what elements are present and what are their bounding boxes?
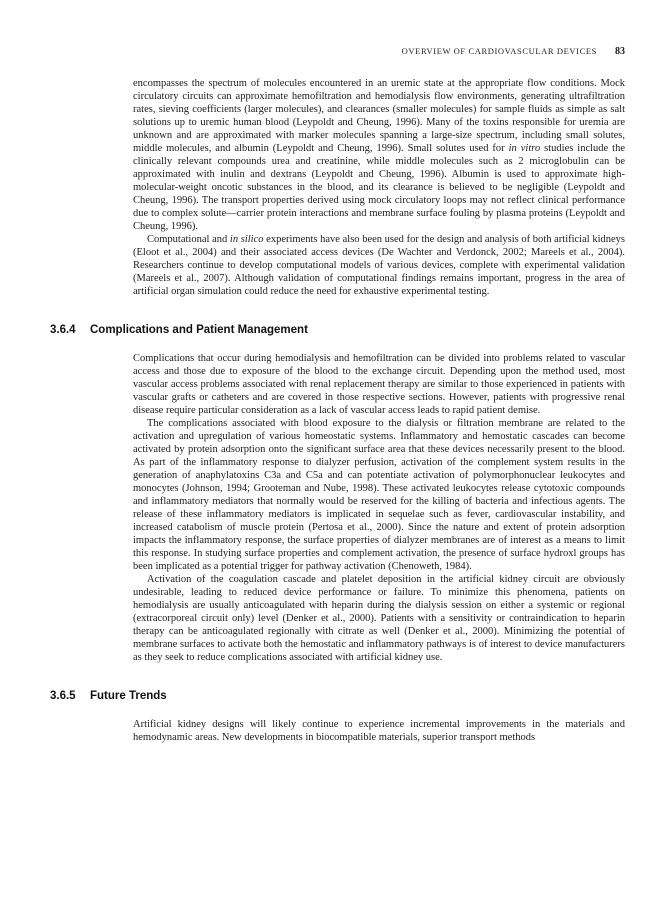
paragraph: Complications that occur during hemodialysis and hemofiltration can be divided into problems related to vascular access and those due to exposure of the blood to the exchange circuit. Depending upon the method used, most vascular access problems associated with renal replacement therapy are similar to those experienced in patients with vascular grafts or catheters and are covered in those respective sections. However, patients with progressive renal disease require particular consideration as a lack of vascular access leads to rapid patient demise. [133, 353, 625, 416]
page-body [50, 77, 626, 744]
paragraph: Artificial kidney designs will likely continue to experience incremental improvements in the materials and hemodynamic areas. New developments in biocompatible materials, superior transport methods [133, 719, 625, 743]
paragraph: Activation of the coagulation cascade and platelet deposition in the artificial kidney circuit are obviously undesirable, leading to reduced device performance or failure. To minimize this phenomena, patients on hemodialysis are usually anticoagulated with heparin during the dialysis session on either a systemic or regional (extracorporeal circuit only) level (Denker et al., 2000). Patients with a sensitivity or contraindication to heparin therapy can be anticoagulated regionally with citrate as well (Denker et al., 2000). Minimizing the potential of membrane surfaces to activate both the hemostatic and inflammatory pathways is of interest to device manufacturers as they seek to reduce complications associated with artificial kidney use. [133, 574, 625, 663]
section-title: Future Trends [90, 690, 167, 702]
section-heading-3-6-4 [50, 324, 625, 336]
section-title: Complications and Patient Management [90, 324, 308, 336]
paragraph: encompasses the spectrum of molecules encountered in an uremic state at the appropriate flow conditions. Mock circulatory circuits can approximate hemofiltration and hemodialysis flow environments, generating ultrafiltration rates, sieving coefficients (larger molecules), and clearances (smaller molecules) for sample fluids as simple as salt solutions up to uremic human blood (Leypoldt and Cheung, 1996). Many of the toxins responsible for uremia are unknown and are approximated with marker molecules spanning a large-size spectrum, including small solutes, middle molecules, and albumin (Leypoldt and Cheung, 1996). Small solutes used for in vitro studies include the clinically relevant compounds urea and creatinine, while middle molecules such as 2 microglobulin can be approximated with inulin and dextrans (Leypoldt and Cheung, 1996). Albumin is used to approximate high-molecular-weight oncotic substances in the blood, and its clearance is believed to be negligible (Leypoldt and Cheung, 1996). The transport properties derived using mock circulatory loops may not reflect clinical performance due to complex solute—carrier protein interactions and membrane surface fouling by plasma proteins (Leypoldt and Cheung, 1996). [133, 78, 625, 232]
section-number: 3.6.5 [50, 690, 76, 702]
page-number: 83 [615, 46, 625, 57]
section-heading-3-6-5 [50, 690, 625, 702]
section-number: 3.6.4 [50, 324, 76, 336]
running-title: OVERVIEW OF CARDIOVASCULAR DEVICES [401, 46, 597, 56]
paragraph: The complications associated with blood exposure to the dialysis or filtration membrane are related to the activation and upregulation of various homeostatic systems. Inflammatory and hemostatic cascades can become activated by protein adsorption onto the significant surface area that these devices necessarily present to the blood. As part of the inflammatory response to dialyzer perfusion, activation of the complement system results in the generation of anaphylatoxins C3a and C5a and can potentiate activation of polymorphonuclear leukocytes and monocytes (Johnson, 1994; Grooteman and Nube, 1998). These activated leukocytes release cytotoxic compounds and inflammatory mediators that normally would be reserved for the killing of bacteria and infectious agents. The release of these inflammatory mediators is implicated in sequelae such as fever, cardiovascular instability, and increased catabolism of muscle protein (Pertosa et al., 2000). Since the nature and extent of protein adsorption impacts the inflammatory response, the surface properties of dialyzer membranes are of interest as a means to limit this response. In studying surface properties and complement activation, the presence of surface hydroxl groups has been implicated as a potential trigger for pathway activation (Chenoweth, 1984). [133, 418, 625, 572]
paragraph: Computational and in silico experiments have also been used for the design and analysis of both artificial kidneys (Eloot et al., 2004) and their associated access devices (De Wachter and Verdonck, 2002; Mareels et al., 2004). Researchers continue to develop computational models of various devices, complete with experimental validation (Mareels et al., 2007). Although validation of computational findings remains important, progress in the area of artificial organ simulation could reduce the need for exhaustive experimental testing. [133, 234, 626, 297]
running-header [50, 46, 625, 57]
